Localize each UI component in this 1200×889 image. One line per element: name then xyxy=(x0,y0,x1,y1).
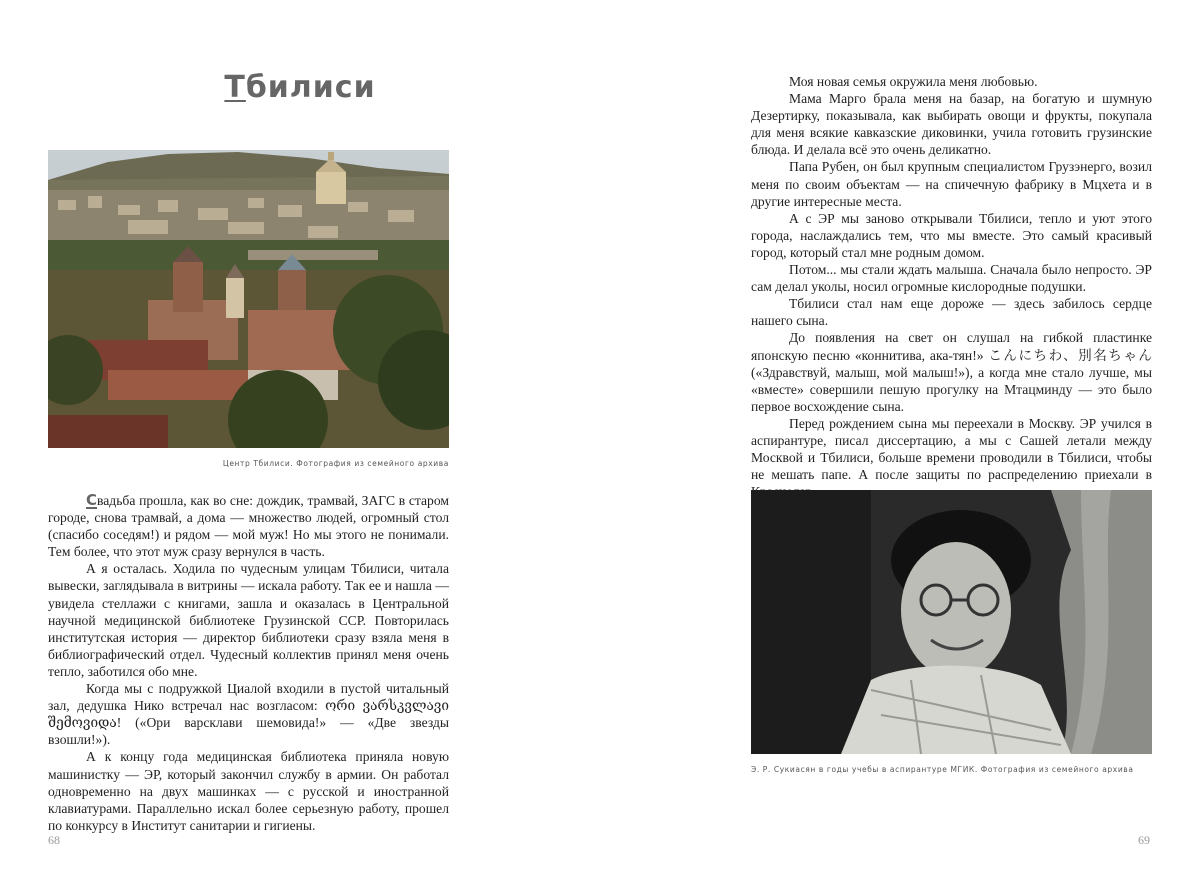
right-text-block xyxy=(751,73,1152,500)
left-text-block xyxy=(48,492,449,834)
portrait-photo-illustration xyxy=(751,490,1152,754)
paragraph: Потом... мы стали ждать малыша. Сначала было непросто. ЭР сам делал уколы, носил огромные кислородные подушки. xyxy=(751,262,1152,295)
title-rest: билиси xyxy=(245,70,376,105)
paragraph: До появления на свет он слушал на гибкой пластинке японскую песню «коннитива, ака-тян!» こんにちわ、別名ちゃん («Здравствуй, малыш, мой малыш!»), а когда мне стало лучше, мы «вместе» совершили пешую прогулку на Мтацминду — это было первое восхождение сына. xyxy=(751,330,1152,414)
page-number-left: 68 xyxy=(48,833,60,847)
title-first-letter: Т xyxy=(224,70,246,105)
tbilisi-photo xyxy=(48,150,449,448)
drop-cap: С xyxy=(86,491,98,509)
paragraph: А я осталась. Ходила по чудесным улицам Тбилиси, читала вывески, заглядывала в витрины — искала работу. Так ее и нашла — увидела стеллажи с книгами, зашла и оказалась в Центральной научной медицинской библиотеке Грузинской ССР. Повторилась институтская история — директор библиотеки сразу взяла меня в библиографический отдел. Чудесный коллектив принял меня очень тепло, заботился обо мне. xyxy=(48,561,449,679)
page-number-right: 69 xyxy=(1138,833,1150,847)
portrait-caption: Э. Р. Сукиасян в годы учебы в аспирантуре МГИК. Фотография из семейного архива xyxy=(751,765,1134,774)
paragraph: Когда мы с подружкой Циалой входили в пустой читальный зал, дедушка Нико встречал нас возгласом: ორი ვარსკვლავი შემოვიდა! («Ори варсклави шемовида!» — «Две звезды взошли!»). xyxy=(48,681,449,748)
tbilisi-photo-illustration xyxy=(48,150,449,448)
paragraph: Мама Марго брала меня на базар, на богатую и шумную Дезертирку, показывала, как выбирать овощи и фрукты, покупала для меня всякие кавказские диковинки, учила готовить грузинские блюда. И делала всё это очень деликатно. xyxy=(751,91,1152,158)
paragraph: Перед рождением сына мы переехали в Москву. ЭР учился в аспирантуре, писал диссертацию, а мы с Сашей летали между Москвой и Тбилиси, больше времени проводили в Тбилиси, чтобы не мешать папе. А после защиты по распределению приехали в xyxy=(751,415,1152,483)
paragraph: Свадьба прошла, как во сне: дождик, трамвай, ЗАГС в старом городе, снова трамвай, а дома — множество людей, огромный стол (спасибо соседям!) и рядом — мой муж! Но мы этого не понимали. Тем более, что этот муж сразу вернулся в часть. xyxy=(48,491,449,560)
right-page xyxy=(600,0,1200,889)
photo-caption: Центр Тбилиси. Фотография из семейного архива xyxy=(222,459,449,468)
paragraph: Моя новая семья окружила меня любовью. xyxy=(789,74,1038,89)
portrait-photo xyxy=(751,490,1152,754)
paragraph: Тбилиси стал нам еще дороже — здесь забилось сердце нашего сына. xyxy=(751,296,1152,329)
paragraph: А к концу года медицинская библиотека приняла новую машинистку — ЭР, который закончил службу в армии. Он работал одновременно на двух машинках — с русской и иностранной клавиатурами. Параллельно искал более серьезную работу, прошел по конкурсу в Институт санитарии и гигиены. xyxy=(48,749,449,833)
paragraph: А с ЭР мы заново открывали Тбилиси, тепло и уют этого города, наслаждались тем, что мы вместе. Это самый красивый город, который стал мне родным домом. xyxy=(751,210,1152,260)
paragraph: Папа Рубен, он был крупным специалистом Грузэнерго, возил меня по своим объектам — на спичечную фабрику в Мцхета и в другие интересные места. xyxy=(751,159,1152,209)
page-title xyxy=(0,70,600,105)
